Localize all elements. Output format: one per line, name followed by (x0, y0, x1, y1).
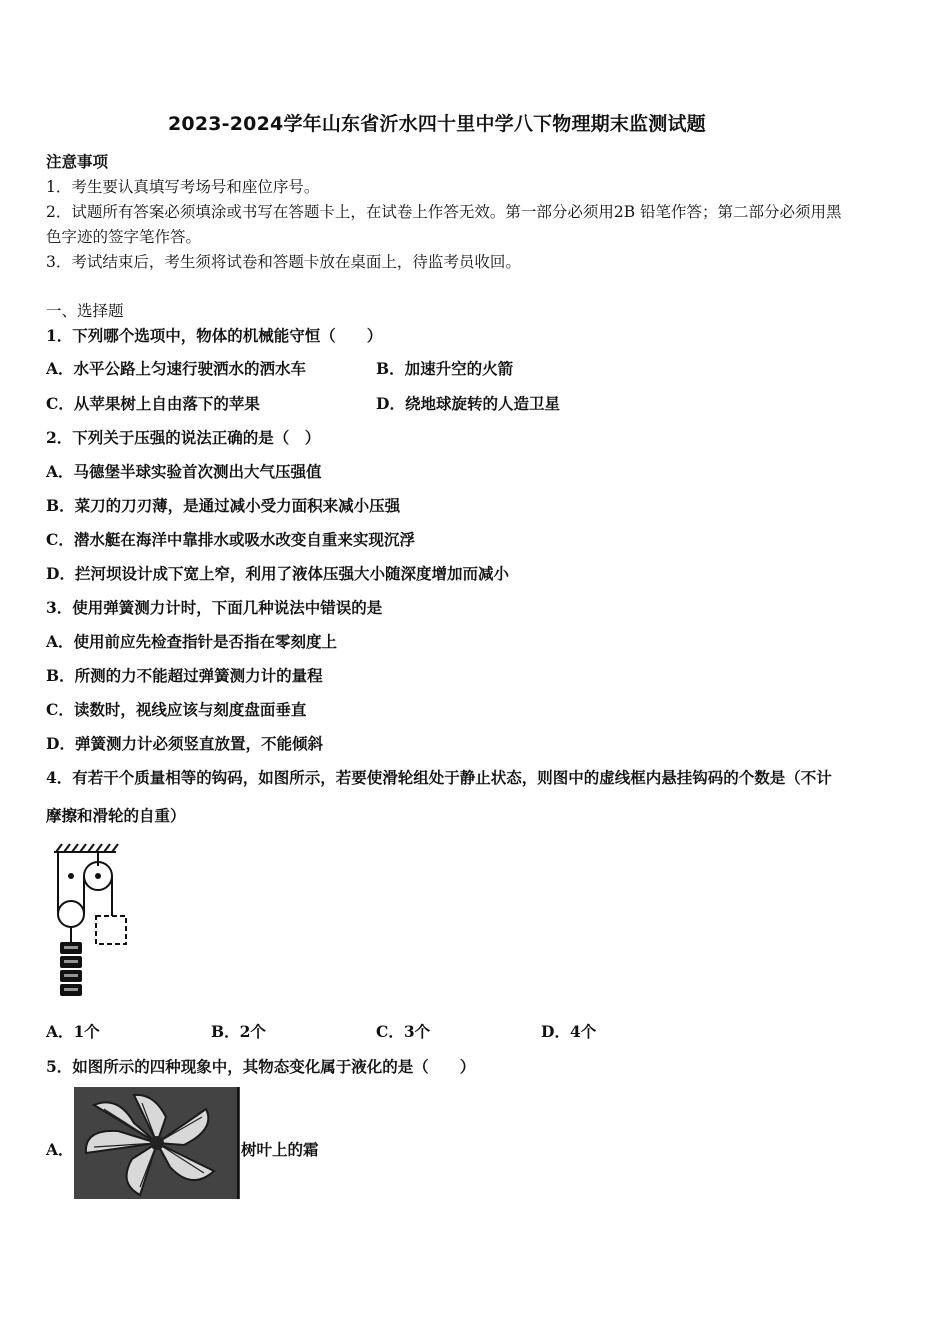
question-2-option-d: D．拦河坝设计成下宽上窄，利用了液体压强大小随深度增加而减小 (46, 564, 509, 583)
ceiling-mount (54, 844, 118, 852)
question-3-option-b: B．所测的力不能超过弹簧测力计的量程 (46, 666, 323, 685)
question-1-option-a: A．水平公路上匀速行驶洒水的洒水车 (46, 359, 307, 378)
question-1-option-b: B．加速升空的火箭 (376, 359, 514, 378)
question-4-stem: 4．有若干个质量相等的钩码，如图所示，若要使滑轮组处于静止状态，则图中的虚线框内悬挂钩码的个数是（不计 (46, 768, 832, 787)
question-4-option-d: D．4个 (541, 1022, 597, 1041)
hook-weights (60, 873, 101, 996)
notice-item: 2．试题所有答案必须填涂或书写在答题卡上，在试卷上作答无效。第一部分必须用2B 铅笔作答；第二部分必须用黑 (46, 203, 842, 221)
frost-leaves-photo (74, 1087, 240, 1199)
notice-heading: 注意事项 (46, 152, 109, 171)
question-4-option-b: B．2个 (211, 1022, 266, 1041)
question-4-option-a: A．1个 (46, 1022, 100, 1041)
question-4-stem-continued: 摩擦和滑轮的自重） (46, 806, 186, 825)
section-heading: 一、选择题 (46, 302, 124, 320)
question-1-option-d: D．绕地球旋转的人造卫星 (376, 394, 560, 413)
question-5-stem: 5．如图所示的四种现象中，其物态变化属于液化的是（ ） (46, 1057, 476, 1076)
question-5-option-a-label: A． (46, 1140, 74, 1159)
notice-item: 1．考生要认真填写考场号和座位序号。 (46, 178, 320, 196)
question-3-option-a: A．使用前应先检查指针是否指在零刻度上 (46, 632, 338, 651)
question-5-option-a-caption: 树叶上的霜 (241, 1140, 319, 1159)
dashed-box (96, 916, 126, 944)
movable-pulley (58, 901, 84, 927)
pulley-system-figure (46, 838, 136, 1008)
question-2-option-b: B．菜刀的刀刃薄，是通过减小受力面积来减小压强 (46, 496, 401, 515)
question-2-option-c: C．潜水艇在海洋中靠排水或吸水改变自重来实现沉浮 (46, 530, 415, 549)
question-2-option-a: A．马德堡半球实验首次测出大气压强值 (46, 462, 322, 481)
notice-item: 色字迹的签字笔作答。 (46, 228, 202, 246)
question-3-stem: 3．使用弹簧测力计时，下面几种说法中错误的是 (46, 598, 383, 617)
question-3-option-c: C．读数时，视线应该与刻度盘面垂直 (46, 700, 307, 719)
question-2-stem: 2．下列关于压强的说法正确的是（ ） (46, 428, 321, 447)
notice-item: 3．考试结束后，考生须将试卷和答题卡放在桌面上，待监考员收回。 (46, 253, 521, 271)
question-4-option-c: C．3个 (376, 1022, 431, 1041)
question-3-option-d: D．弹簧测力计必须竖直放置，不能倾斜 (46, 734, 323, 753)
question-1-stem: 1．下列哪个选项中，物体的机械能守恒（ ） (46, 326, 383, 345)
question-1-option-c: C．从苹果树上自由落下的苹果 (46, 394, 260, 413)
page-title: 2023-2024学年山东省沂水四十里中学八下物理期末监测试题 (168, 113, 706, 135)
